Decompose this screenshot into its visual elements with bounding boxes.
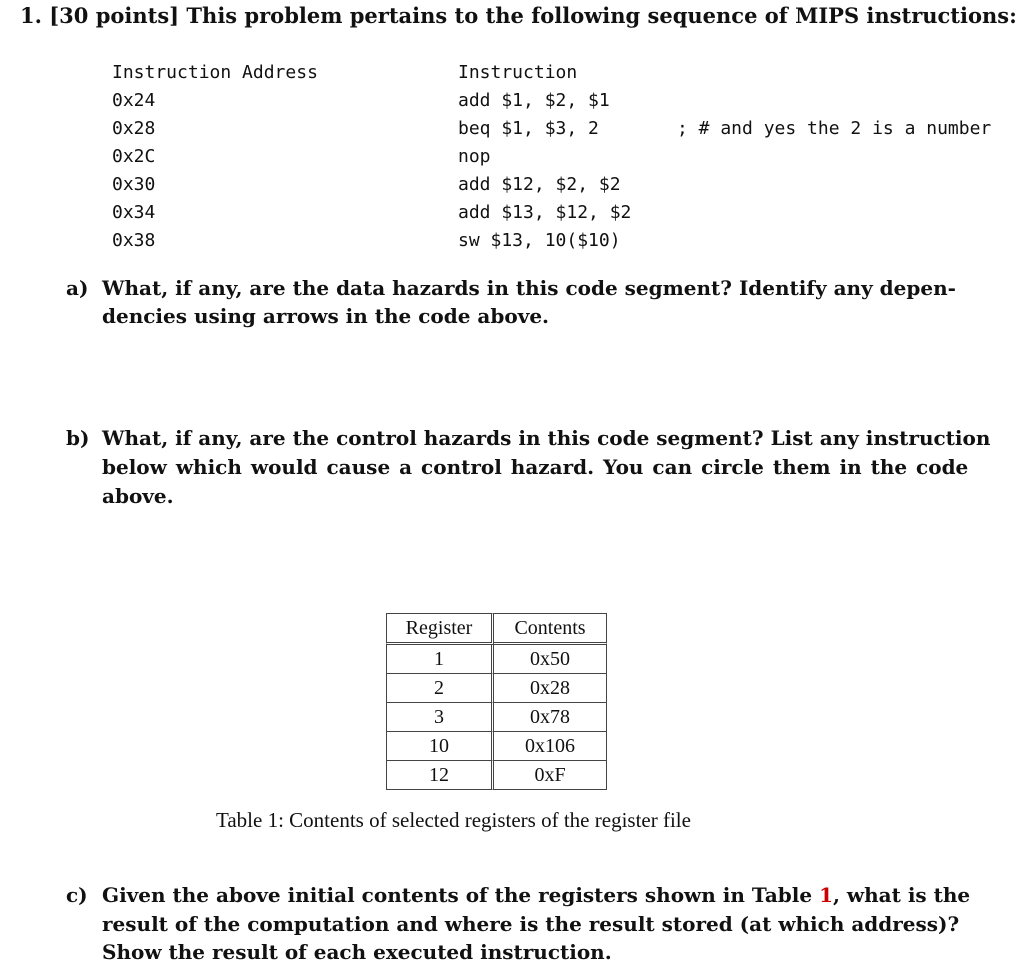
contents-cell: 0x28 [494,674,607,703]
part-c-label: c) [66,883,88,907]
table-row [386,645,607,674]
table-row [386,732,607,761]
part-c-text: Given the above initial contents of the registers shown in Table [102,883,820,907]
problem-number: 1. [20,3,42,28]
problem-heading: [30 points] This problem pertains to the following sequence of MIPS instructions: [49,3,1017,28]
register-cell: 10 [386,732,494,761]
part-b-line: above. [102,484,174,508]
register-cell: 3 [386,703,494,732]
code-address: 0x24 [112,90,156,111]
part-c-line: Show the result of each executed instruction. [102,940,612,964]
table-caption: Table 1: Contents of selected registers of the register file [216,808,691,832]
table-row [386,703,607,732]
register-cell: 2 [386,674,494,703]
table-reference-link[interactable]: 1 [819,883,833,907]
part-b-line: What, if any, are the control hazards in this code segment? List any instruction [102,426,991,450]
code-instruction: beq $1, $3, 2 [458,118,599,139]
register-cell: 1 [386,645,494,674]
header-register: Register [386,613,494,645]
register-table [386,613,607,790]
part-a-label: a) [66,276,89,300]
code-header-address: Instruction Address [112,62,318,83]
table-row [386,761,607,790]
problem-heading-row [20,3,1017,28]
code-instruction: add $1, $2, $1 [458,90,610,111]
code-address: 0x30 [112,174,156,195]
header-contents: Contents [494,613,607,645]
part-c-line: result of the computation and where is the result stored (at which address)? [102,912,960,936]
table-row [386,674,607,703]
part-a-line: dencies using arrows in the code above. [102,304,550,328]
code-comment: ; # and yes the 2 is a number [677,118,992,139]
part-c-text: , what is the [832,883,971,907]
contents-cell: 0x50 [494,645,607,674]
code-address: 0x38 [112,230,156,251]
code-instruction: sw $13, 10($10) [458,230,621,251]
part-b-label: b) [66,426,90,450]
code-address: 0x34 [112,202,156,223]
contents-cell: 0x106 [494,732,607,761]
code-instruction: add $12, $2, $2 [458,174,621,195]
contents-cell: 0xF [494,761,607,790]
code-address: 0x28 [112,118,156,139]
contents-cell: 0x78 [494,703,607,732]
code-header-instruction: Instruction [458,62,578,83]
code-address: 0x2C [112,146,156,167]
code-instruction: nop [458,146,491,167]
part-b-line: below which would cause a control hazard. You can circle them in the code [102,455,969,479]
code-instruction: add $13, $12, $2 [458,202,632,223]
part-c-line [102,883,970,907]
register-table-header [386,613,607,645]
part-a-line: What, if any, are the data hazards in this code segment? Identify any depen- [102,276,956,300]
register-cell: 12 [386,761,494,790]
